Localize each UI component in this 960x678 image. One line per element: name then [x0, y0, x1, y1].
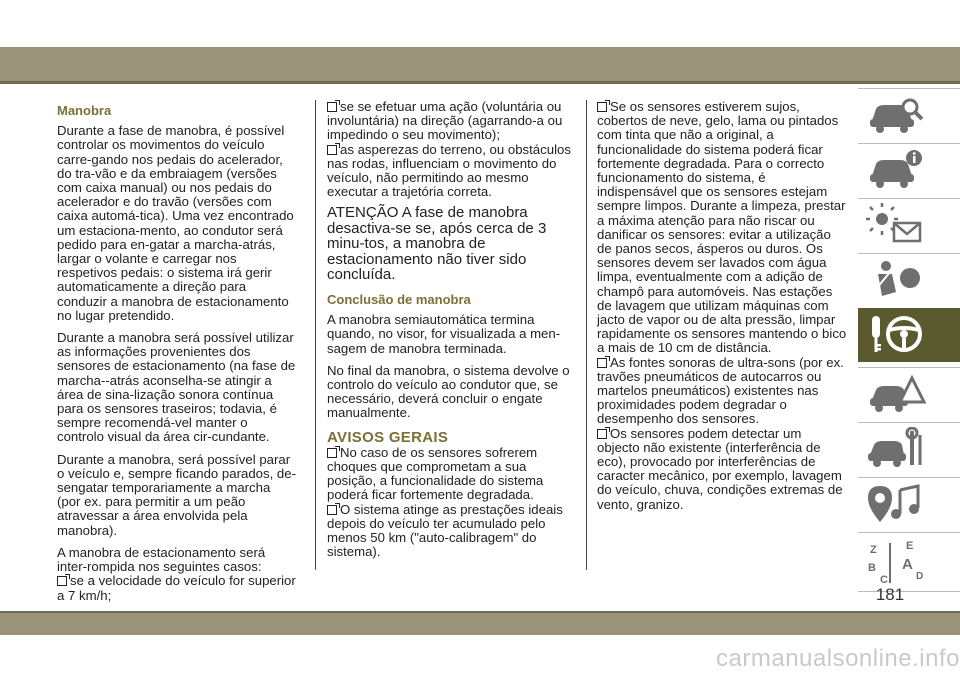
svg-text:Z: Z [870, 544, 877, 556]
list-item-text: se a velocidade do veículo for superior a 7 km/h; [57, 573, 296, 603]
car-breakdown-warning-icon [866, 372, 926, 414]
tab-index[interactable] [858, 532, 960, 592]
bullet-icon [597, 102, 607, 112]
bullet-icon [597, 429, 607, 439]
paragraph: Durante a manobra, será possível parar o veículo e, sempre ficando parados, de-sengatar temporariamente a marcha (por ex. para permitir a um peão atravessar a área envolvida pela manobra). [57, 451, 296, 538]
seat-airbag-icon [866, 258, 926, 300]
bullet-icon [597, 358, 607, 368]
list-item [597, 356, 847, 427]
list-item-text: As fontes sonoras de ultra-sons (por ex. travões pneumáticos de autocarros ou martelos pneumáticos) existentes nas proximidades podem degradar o desempenho dos sensores. [597, 354, 844, 427]
list-item [327, 446, 577, 503]
car-search-icon [866, 93, 926, 135]
bullet-icon [327, 505, 337, 515]
bullet-icon [57, 576, 67, 586]
list-item-text: Se os sensores estiverem sujos, cobertos de neve, gelo, lama ou pintados com tinta que não a original, a funcionalidade do sistema poderá ficar fortemente degradada. Para o correcto funcionamento do sistema, é indispensável que os sensores estejam sempre limpos. Durante a limpeza, prestar a máxima atenção para não riscar ou danificar os sensores: evitar a utilização de panos secos, ásperos ou duros. Os sensores devem ser lavados com água limpa, eventualmente com a adição de champô para automóveis. Nas estações de lavagem que utilizam máquinas com jacto de vapor ou de alta pressão, limpar rapidamente os sensores mantendo o bico a mais de 10 cm de distância. [597, 99, 847, 356]
column-divider [586, 100, 587, 570]
page-number: 181 [875, 585, 905, 604]
paragraph: Durante a manobra será possível utilizar as informações provenientes dos sensores de estacionamento (na fase de marcha--atrás aconselha-se atingir a área de sina-lização sonora contínua para os sensores traseiros; todavia, é sempre recomendá-vel manter o controlo visual da área cir-cundante. [57, 330, 296, 445]
tab-service[interactable] [858, 422, 960, 472]
paragraph: A manobra semiautomática termina quando, no visor, for visualizada a men-sagem de manobra terminada. [327, 312, 561, 356]
list-item [597, 427, 847, 512]
list-item [597, 100, 847, 356]
list-item-text: O sistema atinge as prestações ideais depois do veículo ter acumulado pelo menos 50 km ("auto-calibragem" do sistema). [327, 501, 563, 560]
tab-car-info[interactable] [858, 143, 960, 193]
column-3 [597, 100, 847, 512]
tab-starting-driving[interactable] [858, 308, 960, 362]
bottom-band [0, 611, 960, 635]
tab-safety[interactable] [858, 253, 960, 303]
warning-lights-message-icon [866, 203, 926, 245]
paragraph: A manobra de estacionamento será inter-rompida nos seguintes casos: [57, 544, 266, 575]
car-service-tools-icon [866, 427, 926, 469]
column-divider [315, 100, 316, 570]
heading-conclusao: Conclusão de manobra [327, 291, 471, 307]
tab-emergency[interactable] [858, 367, 960, 417]
svg-text:A: A [902, 556, 913, 573]
list-item [327, 143, 577, 200]
top-band [0, 47, 960, 81]
column-2 [327, 100, 577, 559]
top-band-line [0, 81, 960, 84]
music-navigation-icon [866, 482, 926, 528]
heading-avisos-gerais: AVISOS GERAIS [327, 428, 449, 446]
bottom-band-line [0, 611, 960, 613]
svg-text:D: D [916, 571, 924, 582]
list-item-text: as asperezas do terreno, ou obstáculos nas rodas, influenciam o movimento do veículo, não permitindo ao mesmo executar a trajetória correta. [327, 141, 571, 200]
chapter-sidebar [858, 88, 960, 610]
list-item [327, 503, 577, 560]
paragraph: Durante a fase de manobra, é possível controlar os movimentos do veículo carre-gando nos pedais do acelerador, do tra-vão e da embraiagem (versões com caixa manual) ou nos pedais do acelerador e do travão (versões com caixa automá-tica). Uma vez encontrado um estaciona-mento, ao condutor será pedido para en-gatar a marcha-atrás, largar o volante e carregar nos respetivos pedais: o sistema irá gerir automaticamente a direção para conduzir a manobra de estacionamento no lugar pretendido. [57, 123, 294, 323]
warning-note: ATENÇÃO A fase de manobra desactiva-se se, após cerca de 3 minu-tos, a manobra de estacionamento não tiver sido concluída. [327, 204, 547, 284]
list-item-text: Os sensores podem detectar um objecto não existente (interferência de eco), provocado por interferências de caracter mecânico, por exemplo, lavagem do veículo, chuva, condições extremas de vento, granizo. [597, 425, 843, 512]
watermark-text: carmanualsonline.info [716, 645, 960, 672]
column-1 [57, 100, 297, 603]
list-item [57, 574, 297, 602]
svg-text:B: B [868, 562, 876, 574]
tab-car-search[interactable] [858, 88, 960, 138]
svg-text:C: C [880, 574, 888, 586]
list-item-text: No caso de os sensores sofrerem choques que comprometam a sua posição, a funcionalidade do sistema poderá ficar fortemente degradada. [327, 444, 544, 503]
bullet-icon [327, 102, 337, 112]
bullet-icon [327, 145, 337, 155]
svg-text:E: E [906, 540, 914, 552]
tab-warning-lights[interactable] [858, 198, 960, 248]
list-item-text: se se efetuar uma ação (voluntária ou involuntária) na direção (agarrando-a ou impedindo o seu movimento); [327, 99, 563, 143]
tab-multimedia[interactable] [858, 477, 960, 527]
heading-manobra: Manobra [57, 103, 112, 118]
key-steering-wheel-icon [866, 312, 926, 358]
car-info-icon [866, 148, 926, 190]
paragraph: No final da manobra, o sistema devolve o controlo do veículo ao condutor que, se necessário, deverá concluir o engate manualmente. [327, 362, 570, 421]
bullet-icon [327, 448, 337, 458]
list-item [327, 100, 577, 143]
alphabet-index-icon [866, 537, 926, 587]
